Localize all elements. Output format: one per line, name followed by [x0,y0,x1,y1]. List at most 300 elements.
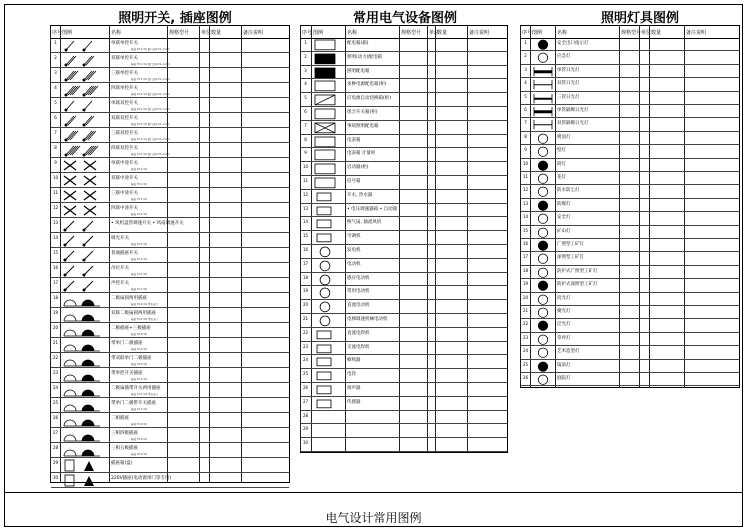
equipment-table [300,25,508,453]
switches-row [51,158,289,173]
switches-header-cell: 规格型号 [169,30,190,36]
lights-row [521,185,739,198]
row-number: 12 [522,187,529,193]
item-note: 暗装 H=1.3m 距门边0.15~0.2m [131,48,170,51]
item-name: 矿山灯 [557,228,571,234]
item-name: 壁灯 [557,148,566,154]
equipment-header-cell: 序号 [302,30,313,36]
row-number: 23 [302,343,309,349]
lights-header-cell: 序号 [522,30,533,36]
item-name: 深照型工矿灯 [557,255,584,261]
legend-symbol-icon [62,144,102,159]
item-name: 泛光灯 [557,322,571,328]
legend-symbol-icon [62,444,102,459]
row-number: 9 [304,150,307,156]
row-number: 12 [302,191,309,197]
row-number: 18 [52,295,59,300]
row-number: 24 [52,385,59,390]
switches-header-cell: 单位 [201,30,212,36]
item-name: 电动机 [347,261,361,267]
item-name: 开水, 热水器 [347,192,373,198]
legend-symbol-icon [62,264,102,279]
legend-symbol-icon [62,399,102,414]
equipment-row [301,38,507,52]
legend-symbol-icon [313,329,337,343]
switches-row [51,98,289,113]
row-number: 28 [302,412,309,418]
equipment-row [301,121,507,135]
equipment-row [301,66,507,80]
row-number: 25 [302,371,309,377]
item-name: 三联双控开关 [111,131,138,136]
lights-row [521,172,739,185]
switches-row [51,218,289,233]
switches-row [51,323,289,338]
item-name: 信号箱 [347,179,361,184]
equipment-row [301,369,507,383]
equipment-header-cell: 单位 [429,30,440,36]
item-name: 普通插座开关 [111,251,138,256]
equipment-row [301,217,507,231]
row-number: 12 [52,205,59,210]
item-name: 三联单控开关 [111,71,138,76]
row-number: 19 [52,310,59,315]
row-number: 1 [524,40,527,45]
row-number: 16 [522,241,529,246]
item-name: 单联单控开关 [111,41,138,46]
row-number: 22 [52,355,59,360]
switches-row [51,233,289,248]
row-number: 8 [524,133,527,139]
item-name: 多种电源配电箱(柜) [347,82,387,88]
legend-symbol-icon [313,398,337,412]
row-number: 3 [304,67,307,73]
legend-symbol-icon [532,186,554,199]
row-number: 18 [302,274,309,280]
row-number: 21 [302,316,309,321]
row-number: 10 [522,160,529,166]
item-note: 暗装 H=1.3m [131,243,148,246]
row-number: 16 [52,265,59,270]
item-note: 暗装 H=0.3m 带安全门 [131,318,158,321]
legend-symbol-icon [532,106,554,119]
legend-symbol-icon [313,301,337,315]
equipment-row [301,273,507,287]
row-number: 23 [522,334,529,340]
switches-row [51,263,289,278]
row-number: 20 [52,325,59,330]
row-number: 17 [52,280,59,285]
item-note: 暗装 H=1.3m 距门边0.15~0.2m [131,138,170,141]
equipment-row [301,314,507,328]
lights-row [521,199,739,212]
item-name: 草坪灯 [557,335,571,341]
item-name: 二极插座+三极插座 [111,326,151,331]
item-name: • 电压调速器箱 • 自动器 [347,206,398,212]
row-number: 14 [522,214,529,220]
row-number: 30 [52,475,59,480]
row-number: 29 [302,426,309,432]
row-number: 19 [522,281,529,287]
lights-row [521,51,739,64]
legend-symbol-icon [62,84,102,99]
equipment-row [301,342,507,356]
legend-symbol-icon [532,52,554,65]
row-number: 2 [304,53,307,59]
item-name: 二极扁插带开关两用插座 [111,386,161,391]
legend-symbol-icon [532,374,554,387]
row-number: 26 [522,375,529,380]
item-name: 单联中途开关 [111,161,138,166]
row-number: 5 [304,95,307,101]
equipment-row [301,411,507,425]
item-name: 花灯 [557,175,566,180]
lights-row [521,306,739,319]
row-number: 6 [524,107,527,112]
item-name: 启动器(柜) [347,165,369,171]
legend-symbol-icon [532,160,554,173]
item-name: 投光灯 [557,295,571,301]
switches-header-cell: 数量 [211,30,222,36]
lights-header-cell: 图例 [532,30,543,36]
switches-row [51,188,289,203]
row-number: 5 [524,93,527,99]
legend-symbol-icon [62,69,102,84]
item-name: 调光开关 [111,236,129,241]
row-number: 15 [302,233,309,239]
legend-symbol-icon [62,339,102,354]
item-name: 艺术造型灯 [557,349,580,355]
lights-title: 照明灯具图例 [600,11,679,26]
row-number: 4 [54,85,57,90]
legend-symbol-icon [532,320,554,333]
row-number: 1 [54,40,57,45]
legend-symbol-icon [532,200,554,213]
item-name: 直流电动机 [347,303,370,309]
legend-symbol-icon [62,309,102,324]
legend-symbol-icon [313,163,337,177]
equipment-row [301,135,507,149]
legend-symbol-icon [62,429,102,444]
row-number: 13 [52,220,59,225]
item-name: 单管隔爆日光灯 [557,108,589,113]
item-note: 暗装 H=1.3m [131,408,148,411]
item-note: 暗装 H=1.3m 距门边0.15~0.2m [131,153,170,156]
row-number: 10 [302,164,309,170]
legend-symbol-icon [313,108,337,122]
equipment-row [301,204,507,218]
legend-symbol-icon [313,191,337,205]
legend-symbol-icon [313,274,337,288]
switches-table [50,25,290,483]
item-name: 三相五极插座 [111,446,138,451]
legend-symbol-icon [313,136,337,150]
switches-row [51,278,289,293]
equipment-title: 常用电气设备图例 [352,11,457,26]
switches-row [51,458,289,473]
item-name: 安全灯 [557,215,571,221]
row-number: 25 [522,361,529,367]
equipment-row [301,162,507,176]
row-number: 22 [302,329,309,335]
item-note: 暗装 H=1.3m 距门边0.15~0.2m [131,108,170,111]
switches-row [51,113,289,128]
item-name: 防水防尘灯 [557,188,580,194]
legend-symbol-icon [313,260,337,274]
item-name: 双联单控开关 [111,56,138,61]
row-number: 16 [302,247,309,252]
item-note: 暗装 H=0.3m [131,348,148,351]
item-note: 暗装 H=0.3m 带安全门 [131,303,158,306]
legend-symbol-icon [62,39,102,54]
legend-symbol-icon [532,213,554,226]
lights-row [521,239,739,252]
row-number: 9 [524,147,527,153]
item-name: 事故照明配电箱 [347,123,379,129]
item-name: 常用电动机 [347,289,370,295]
row-number: 1 [304,40,307,45]
item-name: 带单门二极插座 [111,341,143,346]
switches-row [51,443,289,458]
item-name: 双联二极扁圆两用插座 [111,311,156,316]
legend-symbol-icon [532,267,554,280]
switches-row [51,413,289,428]
row-number: 5 [54,100,57,105]
switches-row [51,203,289,218]
lights-row [521,92,739,105]
equipment-row [301,300,507,314]
row-number: 13 [302,205,309,211]
legend-symbol-icon [62,129,102,144]
row-number: 10 [52,175,59,180]
row-number: 11 [52,190,59,195]
lights-row [521,105,739,118]
switches-header-cell: 备注说明 [243,30,264,36]
legend-symbol-icon [313,218,337,232]
row-number: 24 [522,348,529,354]
equipment-row [301,231,507,245]
row-number: 3 [54,70,57,75]
switches-row [51,68,289,83]
row-number: 28 [52,445,59,450]
lights-header-cell: 数量 [651,30,662,36]
legend-symbol-icon [313,205,337,219]
item-name: 吊拉开关 [111,266,129,271]
equipment-row [301,328,507,342]
row-number: 4 [524,80,527,86]
equipment-row [301,93,507,107]
legend-symbol-icon [62,354,102,369]
legend-symbol-icon [532,240,554,253]
item-note: 暗装 H=1.3m [131,273,148,276]
item-name: 防爆灯 [557,201,571,207]
legend-symbol-icon [532,133,554,146]
legend-symbol-icon [62,114,102,129]
item-name: 三管日光灯 [557,94,580,100]
row-number: 20 [302,302,309,308]
item-name: 换气扇, 轴流风机 [347,220,382,226]
item-name: 聚光灯 [557,309,571,314]
legend-symbol-icon [62,234,102,249]
row-number: 23 [52,370,59,375]
legend-symbol-icon [532,361,554,374]
row-number: 7 [524,120,527,126]
lights-row [521,159,739,172]
legend-symbol-icon [313,94,337,108]
row-number: 27 [302,398,309,404]
switches-row [51,128,289,143]
legend-symbol-icon [313,246,337,260]
item-name: 三联中途开关 [111,191,138,196]
title-block [4,492,743,527]
switches-row [51,83,289,98]
equipment-header-cell: 名称 [347,30,358,36]
row-number: 17 [302,260,309,266]
item-name: 镜前灯 [557,362,571,368]
row-number: 4 [304,81,307,87]
row-number: 14 [52,235,59,240]
row-number: 8 [54,145,57,150]
legend-symbol-icon [62,324,102,339]
legend-symbol-icon [62,99,102,114]
item-name: 带双联单门二极插座 [111,356,152,361]
switches-row [51,383,289,398]
lights-row [521,132,739,145]
lights-row [521,279,739,292]
item-note: 暗装 H=0.3m [131,423,148,426]
lights-row [521,346,739,359]
row-number: 9 [54,160,57,165]
lights-row [521,252,739,265]
item-name: 组合开关箱(柜) [347,110,378,115]
legend-symbol-icon [313,287,337,301]
item-note: 暗装 H=1.3m [131,183,148,186]
row-number: 11 [302,178,309,183]
legend-symbol-icon [62,294,102,309]
item-name: 筒灯 [557,161,566,167]
lights-row [521,118,739,131]
equipment-header-cell: 规格型号 [401,30,422,36]
lights-row [521,226,739,239]
item-name: 电梯调速机械电动机 [347,317,388,322]
legend-symbol-icon [532,39,554,52]
equipment-row [301,52,507,66]
row-number: 21 [52,340,59,345]
lights-row [521,38,739,51]
legend-symbol-icon [532,334,554,347]
switches-row [51,368,289,383]
equipment-row [301,438,507,452]
row-number: 13 [522,200,529,206]
switches-header-cell: 图例 [62,30,73,36]
legend-symbol-icon [313,384,337,398]
switches-row [51,308,289,323]
item-name: 吸顶灯 [557,134,571,140]
item-note: 暗装 H=1.3m [131,198,148,201]
item-name: 电铃 [347,372,356,378]
legend-symbol-icon [532,294,554,307]
row-number: 20 [522,294,529,300]
item-name: 双管日光灯 [557,81,580,87]
lights-header-cell: 名称 [557,30,568,36]
item-name: 照明(动力)配电箱 [347,54,383,60]
item-name: 带单门二极带开关插座 [111,401,156,406]
lights-header-cell: 单位 [641,30,652,36]
lights-header-cell: 备注说明 [686,30,707,36]
item-name: 交流电焊机 [347,344,370,350]
row-number: 19 [302,288,309,294]
legend-symbol-icon [62,459,102,474]
item-name: 安全出口指示灯 [557,41,589,46]
switches-header-cell: 序号 [52,30,63,36]
legend-symbol-icon [62,174,102,189]
legend-symbol-icon [62,474,102,489]
legend-symbol-icon [313,343,337,357]
item-name: 双联中途开关 [111,176,138,181]
equipment-row [301,259,507,273]
switches-row [51,38,289,53]
legend-symbol-icon [313,232,337,246]
switches-row [51,428,289,443]
item-name: 四联中途开关 [111,206,138,211]
legend-symbol-icon [532,66,554,79]
equipment-row [301,424,507,438]
switches-header-cell: 名称 [111,30,122,36]
legend-symbol-icon [532,347,554,360]
item-note: 暗装 H=1.3m [131,378,148,381]
item-note: 暗装 H=1.3m 带安全门 [131,393,158,396]
row-number: 15 [52,250,59,255]
switches-row [51,353,289,368]
legend-symbol-icon [532,119,554,132]
row-number: 7 [304,122,307,128]
item-name: 空调机 [347,234,361,240]
item-name: 双联双控开关 [111,116,138,121]
legend-symbol-icon [62,54,102,69]
item-name: 防护式深照型工矿灯 [557,282,598,288]
item-note: 暗装 H=1.3m [131,168,148,171]
equipment-row [301,79,507,93]
row-number: 26 [52,415,59,420]
legend-symbol-icon [313,53,337,67]
item-name: 二相插座 [111,416,129,421]
legend-symbol-icon [532,307,554,320]
row-number: 24 [302,357,309,363]
legend-symbol-icon [62,414,102,429]
switches-row [51,338,289,353]
item-name: • 风机盘管调速开关 • 风扇调速开关 [111,221,184,226]
lights-row [521,145,739,158]
row-number: 26 [302,385,309,390]
row-number: 6 [54,115,57,120]
legend-symbol-icon [62,219,102,234]
legend-symbol-icon [62,159,102,174]
legend-symbol-icon [62,279,102,294]
legend-symbol-icon [532,79,554,92]
item-note: 暗装 H=0.3m [131,438,148,441]
item-name: 防护式广照型工矿灯 [557,268,598,274]
row-number: 8 [304,136,307,142]
item-note: 暗装 H=1.3m [131,213,148,216]
drawing-title: 电气设计常用图例 [325,511,422,525]
item-name: 声控开关 [111,281,129,286]
equipment-row [301,107,507,121]
item-name: 蜂鸣器 [347,358,361,364]
item-name: 二极扁圆两用插座 [111,296,147,301]
item-name: 单管日光灯 [557,67,580,73]
row-number: 30 [302,440,309,446]
item-name: 带单控开关插座 [111,371,143,376]
